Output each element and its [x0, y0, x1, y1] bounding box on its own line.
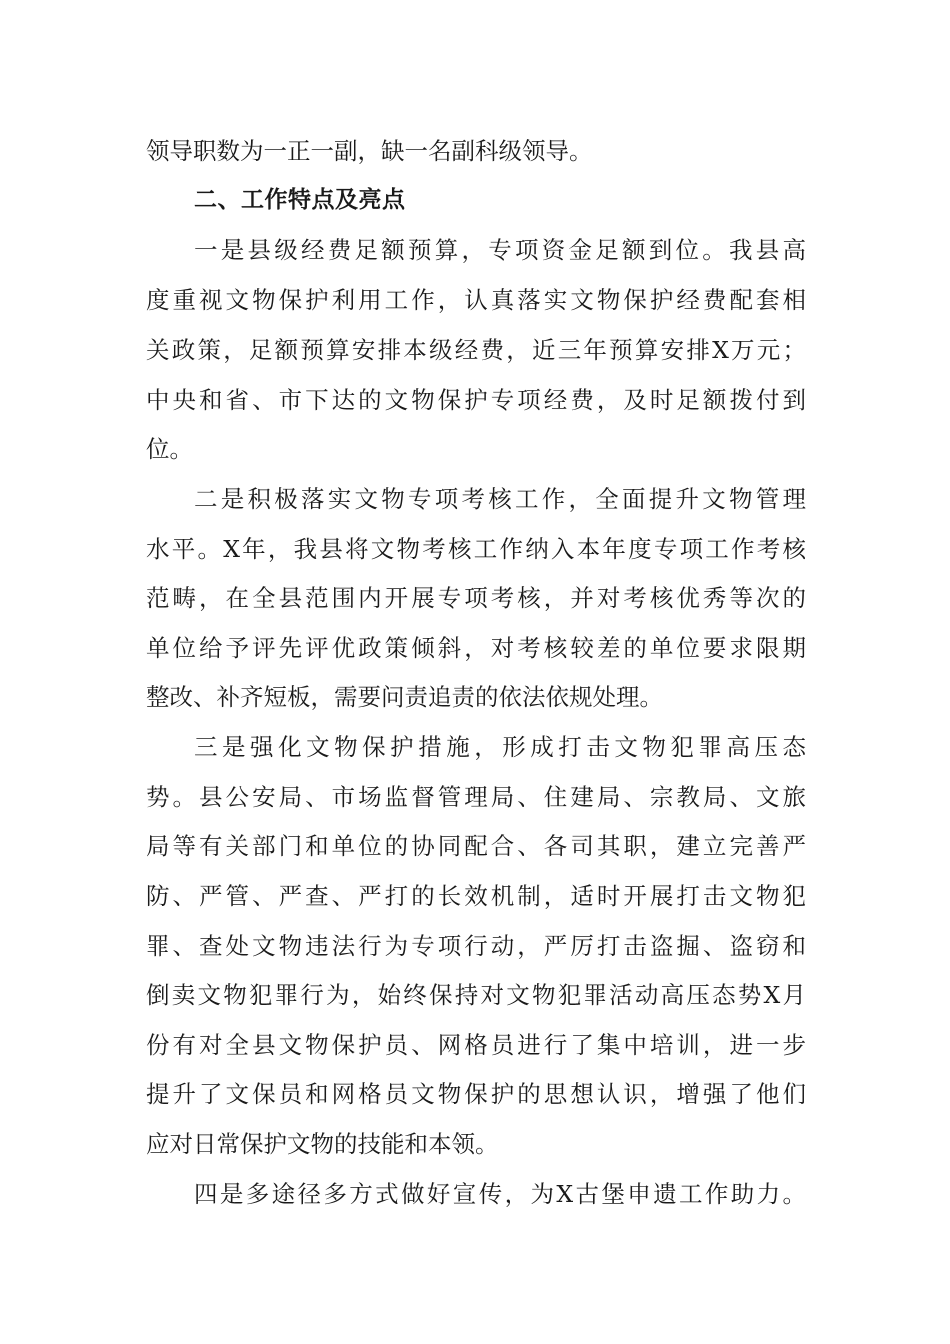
paragraph-2-line-3: 范畴，在全县范围内开展专项考核，并对考核优秀等次的	[146, 584, 806, 612]
paragraph-2-line-1: 二是积极落实文物专项考核工作，全面提升文物管理	[194, 485, 806, 513]
paragraph-1-line-5: 位。	[146, 435, 193, 463]
paragraph-3-line-5: 罪、查处文物违法行为专项行动，严厉打击盗掘、盗窃和	[146, 932, 806, 960]
paragraph-2-line-5: 整改、补齐短板，需要问责追责的依法依规处理。	[146, 683, 663, 711]
intro-tail-line: 领导职数为一正一副，缺一名副科级领导。	[146, 137, 593, 165]
paragraph-3-line-7: 份有对全县文物保护员、网格员进行了集中培训，进一步	[146, 1031, 806, 1059]
paragraph-1-line-1: 一是县级经费足额预算，专项资金足额到位。我县高	[194, 236, 806, 264]
paragraph-2-line-4: 单位给予评先评优政策倾斜，对考核较差的单位要求限期	[146, 634, 806, 662]
paragraph-1-line-3: 关政策，足额预算安排本级经费，近三年预算安排X万元；	[146, 336, 806, 364]
section-heading: 二、工作特点及亮点	[194, 187, 406, 213]
paragraph-2-line-2: 水平。X年，我县将文物考核工作纳入本年度专项工作考核	[146, 535, 806, 563]
paragraph-3-line-4: 防、严管、严查、严打的长效机制，适时开展打击文物犯	[146, 882, 806, 910]
paragraph-3-line-8: 提升了文保员和网格员文物保护的思想认识，增强了他们	[146, 1080, 806, 1108]
paragraph-3-line-9: 应对日常保护文物的技能和本领。	[146, 1130, 499, 1158]
paragraph-4-line-1: 四是多途径多方式做好宣传，为X古堡申遗工作助力。	[194, 1180, 806, 1208]
paragraph-3-line-1: 三是强化文物保护措施，形成打击文物犯罪高压态	[194, 733, 806, 761]
paragraph-3-line-2: 势。县公安局、市场监督管理局、住建局、宗教局、文旅	[146, 783, 806, 811]
paragraph-1-line-2: 度重视文物保护利用工作，认真落实文物保护经费配套相	[146, 286, 806, 314]
paragraph-3-line-3: 局等有关部门和单位的协同配合、各司其职，建立完善严	[146, 832, 806, 860]
paragraph-1-line-4: 中央和省、市下达的文物保护专项经费，及时足额拨付到	[146, 386, 806, 414]
paragraph-3-line-6: 倒卖文物犯罪行为，始终保持对文物犯罪活动高压态势X月	[146, 981, 806, 1009]
